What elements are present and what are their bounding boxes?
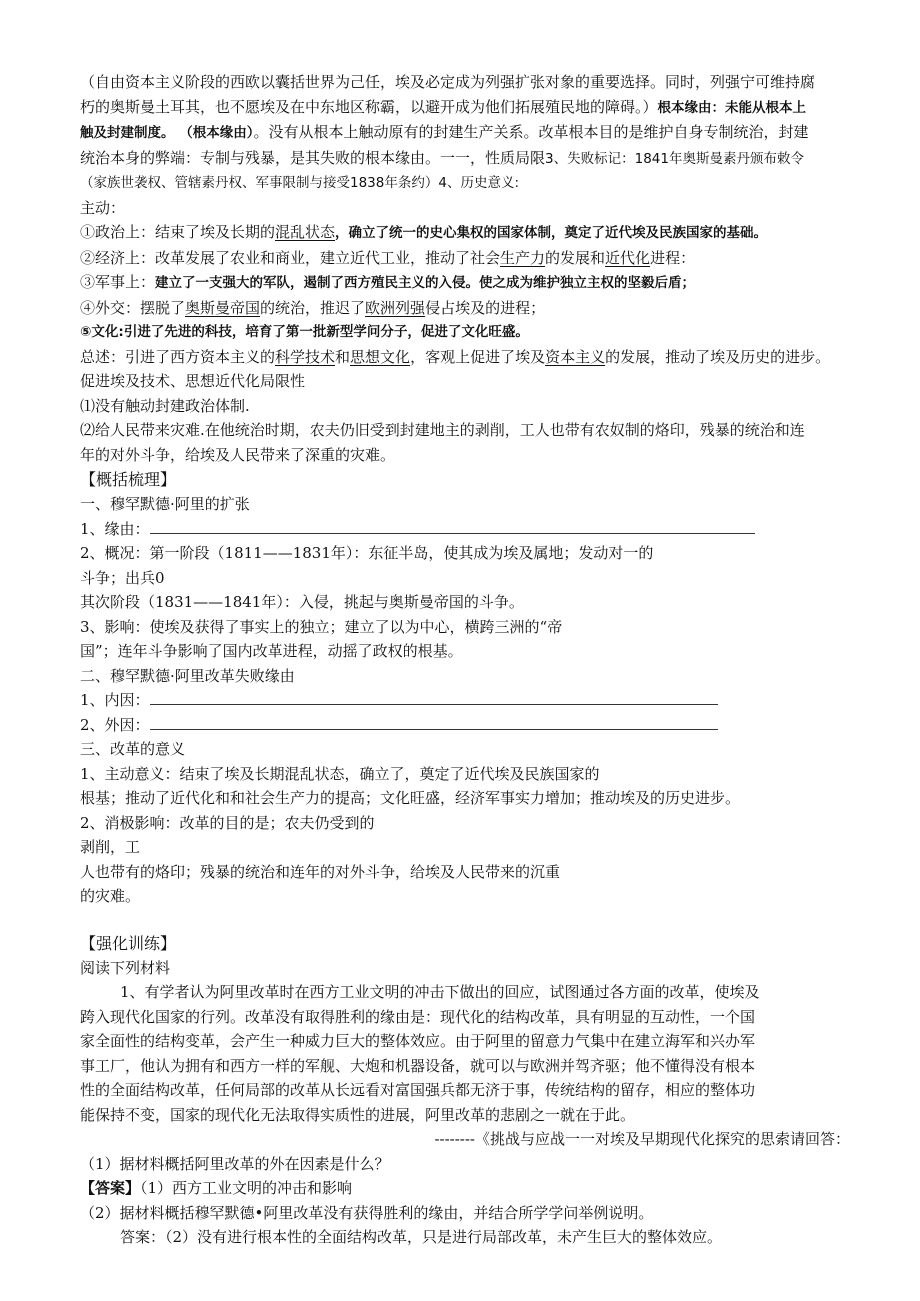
text: 家全面性的结构变革，会产生一种威力巨大的整体效应。由于阿里的留意力气集中在建立海军和兴办军 [80,1032,756,1050]
heading-text: 【概括梳理】 [80,470,177,489]
underlined-term: 近代化 [605,248,651,267]
text: ⑵给人民带来灾难.在他统治时期，农夫仍旧受到封建地主的剥削，工人也带有农奴制的烙印，残暴的统治和连 [80,421,805,439]
summary-1-2a [80,541,850,566]
text: 剥削，工 [80,838,141,856]
text: （1）西方工业文明的冲击和影响 [140,1179,353,1197]
text: 一、穆罕默德·阿里的扩张 [80,495,250,513]
summary-3-1b [80,786,850,811]
text: 1、内因： [80,691,150,709]
text: 侵占埃及的进程； [425,298,546,317]
summary-heading [80,467,850,492]
text: 的发展，推动了埃及历史的进步。 [605,347,831,366]
bold-text: 触及封建制度。 [80,125,175,141]
text: 3、影响：使埃及获得了事实上的独立；建立了以为中心，横跨三洲的“帝 [80,617,563,636]
text: 3、失败标记：1841年奥斯曼素丹颁布敕令 [545,150,804,167]
question-1 [80,1152,850,1177]
significance-limits-title [80,369,850,394]
summary-3-2c [80,860,850,885]
bold-text: ⑤文化:引进了先进的科技，培育了第一批新型学问分子，促进了文化旺盛。 [80,324,529,340]
answer-2 [80,1225,850,1250]
intro-line-2 [80,95,850,121]
text: 国”；连年斗争影响了国内改革进程，动摇了政权的根基。 [80,642,463,660]
text: ①政治上：结束了埃及长期的 [80,223,276,241]
summary-1-2c [80,590,850,615]
text: 促进埃及技术、思想近代化局限性 [80,372,306,390]
text: 人也带有的烙印；残暴的统治和连年的对外斗争，给埃及人民带来的沉重 [80,862,561,881]
summary-section-2 [80,664,850,689]
text: 。没有从根本上触动原有的封建生产关系。改革根本目的是维护自身专制统治，封建 [253,123,809,141]
text: 三、改革的意义 [80,740,186,758]
text: 1、有学者认为阿里改革时在西方工业文明的冲击下做出的回应，试图通过各方面的改革，使埃及 [120,983,760,1001]
summary-1-3b [80,639,850,664]
significance-diplomacy [80,296,850,321]
text: 统治本身的弊端：专制与残暴，是其失败的根本缘由。一一，性质局限 [80,148,546,167]
underlined-term: 科学技术 [275,347,336,366]
text: 斗争；出兵0 [80,568,165,587]
text: 1、主动意义：结束了埃及长期混乱状态，确立了，奠定了近代埃及民族国家的 [80,764,600,783]
material-line-2 [80,1005,850,1030]
summary-1-3a [80,615,850,640]
summary-section-1 [80,492,850,517]
significance-culture [80,320,850,345]
bold-text: 根本缘由：未能从根本上 [657,99,807,116]
underlined-term: 奥斯曼帝国 [185,298,261,317]
text: 的灾难。 [80,887,141,905]
intro-line-4 [80,146,850,172]
text: 和 [335,347,351,366]
summary-1-1 [80,517,850,542]
summary-3-2a [80,811,850,836]
limitation-2b [80,443,850,468]
question-2 [80,1201,850,1226]
text: 进程： [650,248,696,267]
intro-line-1 [80,70,850,95]
underlined-term: 生产力 [500,248,546,267]
text: ②经济上：改革发展了农业和商业，建立近代工业，推动了社会 [80,248,501,267]
significance-politics [80,220,850,246]
significance-summary [80,345,850,370]
training-read [80,956,850,981]
material-line-1 [80,980,850,1005]
answer-label: 【答案】 [80,1179,141,1197]
significance-military [80,270,850,296]
fill-blank[interactable] [150,517,755,534]
underlined-term: 思想文化 [350,347,411,366]
text: 年的对外斗争，给埃及人民带来了深重的灾难。 [80,445,396,464]
text: 2、概况：第一阶段（1811——1831年）：东征半岛，使其成为埃及属地；发动对一的 [80,544,654,562]
text: ③军事上： [80,273,156,291]
summary-section-3 [80,737,850,762]
material-line-6 [80,1103,850,1128]
underlined-term: 混乱状态 [275,223,336,241]
text: --------《挑战与应战一一对埃及早期现代化探究的思索请回答： [434,1130,850,1148]
document-page [80,70,850,1250]
summary-2-2 [80,713,850,738]
summary-2-1 [80,688,850,713]
text: 答案：（2）没有进行根本性的全面结构改革，只是进行局部改革，未产生巨大的整体效应。 [120,1228,723,1246]
training-heading [80,931,850,956]
limitation-2a [80,418,850,443]
material-line-5 [80,1078,850,1103]
bold-text: 建立了一支强大的军队，遏制了西方殖民主义的入侵。使之成为维护独立主权的坚毅后盾； [155,275,696,291]
material-line-4 [80,1054,850,1079]
text: （自由资本主义阶段的西欧以囊括世界为己任，埃及必定成为列强扩张对象的重要选择。同时，列强宁可维持腐 [80,73,816,91]
intro-line-5 [80,171,850,196]
text: ，客观上促进了埃及 [410,347,546,366]
summary-3-1a [80,762,850,787]
text: 事工厂，他认为拥有和西方一样的军舰、大炮和机器设备，就可以与欧洲并驾齐驱；他不懂得没有根本 [80,1056,756,1075]
text: （2）据材料概括穆罕默德•阿里改革没有获得胜利的缘由，并结合所学学问举例说明。 [80,1203,654,1222]
heading-text: 【强化训练】 [80,933,177,953]
answer-1 [80,1176,850,1201]
text: 1、缘由： [80,519,150,538]
text: （1）据材料概括阿里改革的外在因素是什么？ [80,1154,390,1173]
text: 的发展和 [545,248,606,267]
fill-blank[interactable] [150,713,718,730]
fill-blank[interactable] [150,688,718,705]
underlined-term: 欧洲列强 [365,298,426,317]
text: （家族世袭权、管辖素丹权、军事限制与接受1838年条约）4、历史意义: [80,175,519,191]
material-source [80,1127,850,1152]
text: ④外交：摆脱了 [80,298,186,317]
significance-label [80,196,850,221]
text: 2、消极影响：改革的目的是；农夫仍受到的 [80,813,375,832]
text: 能保持不变，国家的现代化无法取得实质性的进展，阿里改革的悲剧之一就在于此。 [80,1105,636,1124]
bold-text: ，确立了统一的史心集权的国家体制，奠定了近代埃及民族国家的基础。 [335,225,768,241]
text: 阅读下列材料 [80,958,171,977]
text: 的统治，推迟了 [260,298,366,317]
text: 总述：引进了西方资本主义的 [80,347,276,366]
bold-text: （根本缘由） [179,125,254,141]
text: 主动： [80,198,126,217]
text: 2、外因： [80,715,150,734]
text: 性的全面结构改革，任何局部的改革从长远看对富国强兵都无济于事，传统结构的留存，相应的整体功 [80,1081,756,1099]
material-line-3 [80,1029,850,1054]
text: 跨入现代化国家的行列。改革没有取得胜利的缘由是：现代化的结构改革，具有明显的互动性，一个国 [80,1007,756,1026]
text: 二、穆罕默德·阿里改革失败缘由 [80,666,295,685]
summary-3-2b [80,835,850,860]
limitation-1 [80,394,850,419]
spacer [80,909,850,931]
intro-line-3 [80,120,850,146]
text: 根基；推动了近代化和和社会生产力的提高；文化旺盛，经济军事实力增加；推动埃及的历史进步。 [80,789,741,807]
summary-3-2d [80,884,850,909]
text: 朽的奥斯曼土耳其，也不愿埃及在中东地区称霸，以避开成为他们拓展殖民地的障碍。） [80,97,658,116]
text: ⑴没有触动封建政治体制. [80,396,250,415]
underlined-term: 资本主义 [545,347,606,366]
summary-1-2b [80,566,850,591]
significance-economy [80,246,850,271]
text: 其次阶段（1831——1841年）：入侵，挑起与奥斯曼帝国的斗争。 [80,593,524,611]
